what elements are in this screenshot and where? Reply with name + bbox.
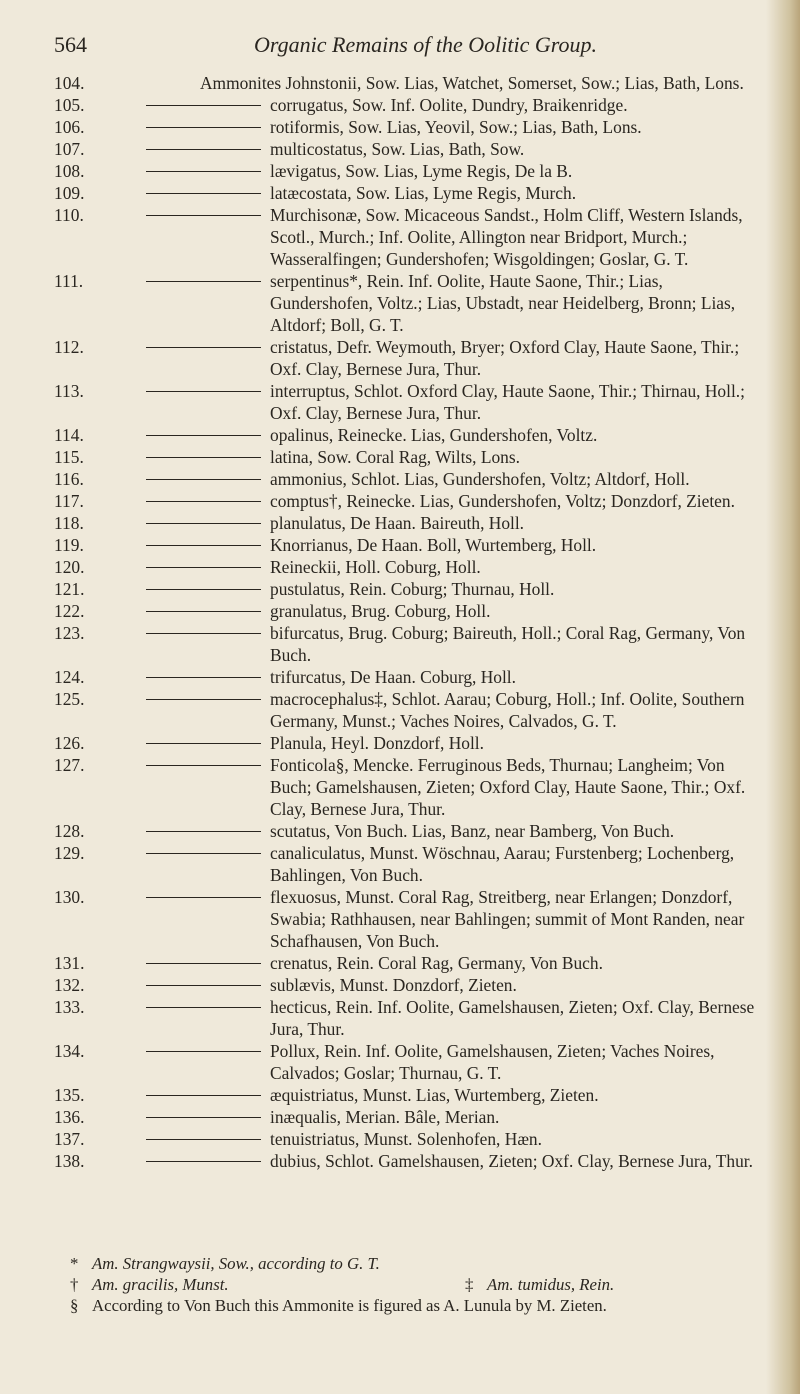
entry-text: Planula, Heyl. Donzdorf, Holl. bbox=[270, 733, 484, 753]
entry-number: 117. bbox=[54, 491, 84, 511]
entry-number: 118. bbox=[54, 513, 84, 533]
ditto-rule bbox=[146, 1117, 261, 1118]
entry-number: 124. bbox=[54, 667, 85, 687]
entry-text: corrugatus, Sow. Inf. Oolite, Dundry, Braikenridge. bbox=[270, 95, 628, 115]
entry-number: 109. bbox=[54, 183, 85, 203]
entry-text: æquistriatus, Munst. Lias, Wurtemberg, Zieten. bbox=[270, 1085, 599, 1105]
entry-text: dubius, Schlot. Gamelshausen, Zieten; Oxf. Clay, Bernese Jura, Thur. bbox=[270, 1151, 753, 1171]
entry-text: planulatus, De Haan. Baireuth, Holl. bbox=[270, 513, 525, 533]
entry-number: 106. bbox=[54, 117, 85, 137]
species-entry bbox=[0, 512, 780, 534]
footnote-section bbox=[70, 1295, 770, 1316]
entry-number: 120. bbox=[54, 557, 85, 577]
ditto-rule bbox=[146, 699, 261, 700]
species-entry bbox=[0, 996, 780, 1040]
entry-text: scutatus, Von Buch. Lias, Banz, near Bamberg, Von Buch. bbox=[270, 821, 675, 841]
entry-number: 131. bbox=[54, 953, 85, 973]
page-edge-shadow bbox=[766, 0, 800, 1394]
entry-number: 132. bbox=[54, 975, 85, 995]
entry-number: 123. bbox=[54, 623, 85, 643]
footnotes bbox=[70, 1253, 770, 1316]
ditto-rule bbox=[146, 589, 261, 590]
entry-text: Ammonites Johnstonii, Sow. Lias, Watchet, Somerset, Sow.; Lias, Bath, Lons. bbox=[200, 73, 744, 93]
species-entry bbox=[0, 974, 780, 996]
ditto-rule bbox=[146, 193, 261, 194]
ditto-rule bbox=[146, 435, 261, 436]
ditto-rule bbox=[146, 1161, 261, 1162]
ditto-rule bbox=[146, 523, 261, 524]
species-entry bbox=[0, 556, 780, 578]
entry-text: Knorrianus, De Haan. Boll, Wurtemberg, Holl. bbox=[270, 535, 597, 555]
ditto-rule bbox=[146, 127, 261, 128]
species-entry bbox=[0, 1040, 780, 1084]
entry-text: serpentinus*, Rein. Inf. Oolite, Haute Saone, Thir.; Lias, Gundershofen, Voltz.; Lias, Ubstadt, near Heidelberg, Bronn; Lias, Altdorf; Boll, G. T. bbox=[270, 271, 736, 335]
entry-text: cristatus, Defr. Weymouth, Bryer; Oxford Clay, Haute Saone, Thir.; Oxf. Clay, Bernese Jura, Thur. bbox=[270, 337, 740, 379]
ditto-rule bbox=[146, 633, 261, 634]
entry-number: 119. bbox=[54, 535, 84, 555]
ditto-rule bbox=[146, 501, 261, 502]
footnote-ddagger bbox=[465, 1274, 614, 1295]
entry-text: latina, Sow. Coral Rag, Wilts, Lons. bbox=[270, 447, 520, 467]
entry-text: rotiformis, Sow. Lias, Yeovil, Sow.; Lias, Bath, Lons. bbox=[270, 117, 642, 137]
ditto-rule bbox=[146, 853, 261, 854]
species-entry bbox=[0, 468, 780, 490]
entry-number: 127. bbox=[54, 755, 85, 775]
species-entry bbox=[0, 578, 780, 600]
entry-text: Pollux, Rein. Inf. Oolite, Gamelshausen, Zieten; Vaches Noires, Calvados; Goslar; Thurnau, G. T. bbox=[270, 1041, 715, 1083]
ditto-rule bbox=[146, 215, 261, 216]
entry-number: 113. bbox=[54, 381, 84, 401]
entry-number: 121. bbox=[54, 579, 85, 599]
species-entry bbox=[0, 666, 780, 688]
entry-text: Reineckii, Holl. Coburg, Holl. bbox=[270, 557, 481, 577]
entry-text: flexuosus, Munst. Coral Rag, Streitberg, near Erlangen; Donzdorf, Swabia; Rathhausen, near Bahlingen; summit of Mont Randen, near Schafhausen, Von Buch. bbox=[270, 887, 745, 951]
footnote-mark: ‡ bbox=[465, 1275, 474, 1294]
footnote-mark: † bbox=[70, 1275, 79, 1294]
entry-text: lævigatus, Sow. Lias, Lyme Regis, De la B. bbox=[270, 161, 573, 181]
entry-text: trifurcatus, De Haan. Coburg, Holl. bbox=[270, 667, 516, 687]
entry-number: 105. bbox=[54, 95, 85, 115]
ditto-rule bbox=[146, 545, 261, 546]
entry-number: 133. bbox=[54, 997, 85, 1017]
species-entry bbox=[0, 754, 780, 820]
footnote-text: Am. tumidus, Rein. bbox=[487, 1275, 615, 1294]
species-entry bbox=[0, 424, 780, 446]
species-entry bbox=[0, 204, 780, 270]
entry-text: opalinus, Reinecke. Lias, Gundershofen, Voltz. bbox=[270, 425, 598, 445]
footnote-mark: § bbox=[70, 1296, 79, 1315]
species-entry bbox=[0, 94, 780, 116]
ditto-rule bbox=[146, 171, 261, 172]
species-entry bbox=[0, 446, 780, 468]
ditto-rule bbox=[146, 391, 261, 392]
ditto-rule bbox=[146, 457, 261, 458]
ditto-rule bbox=[146, 105, 261, 106]
ditto-rule bbox=[146, 149, 261, 150]
entry-text: granulatus, Brug. Coburg, Holl. bbox=[270, 601, 491, 621]
species-entry bbox=[0, 732, 780, 754]
species-list bbox=[0, 72, 780, 1172]
entry-number: 136. bbox=[54, 1107, 85, 1127]
entry-number: 112. bbox=[54, 337, 84, 357]
ditto-rule bbox=[146, 765, 261, 766]
species-entry bbox=[0, 490, 780, 512]
ditto-rule bbox=[146, 897, 261, 898]
footnote-dagger bbox=[70, 1274, 770, 1295]
entry-number: 114. bbox=[54, 425, 84, 445]
species-entry bbox=[0, 842, 780, 886]
entry-text: comptus†, Reinecke. Lias, Gundershofen, Voltz; Donzdorf, Zieten. bbox=[270, 491, 735, 511]
entry-number: 115. bbox=[54, 447, 84, 467]
entry-text: multicostatus, Sow. Lias, Bath, Sow. bbox=[270, 139, 525, 159]
entry-text: interruptus, Schlot. Oxford Clay, Haute Saone, Thir.; Thirnau, Holl.; Oxf. Clay, Bernese Jura, Thur. bbox=[270, 381, 745, 423]
entry-number: 122. bbox=[54, 601, 85, 621]
entry-text: Fonticola§, Mencke. Ferruginous Beds, Thurnau; Langheim; Von Buch; Gamelshausen, Zieten; Oxford Clay, Haute Saone, Thir.; Oxf. Clay, Bernese Jura, Thur. bbox=[270, 755, 746, 819]
ditto-rule bbox=[146, 611, 261, 612]
entry-text: ammonius, Schlot. Lias, Gundershofen, Voltz; Altdorf, Holl. bbox=[270, 469, 690, 489]
entry-number: 108. bbox=[54, 161, 85, 181]
ditto-rule bbox=[146, 1051, 261, 1052]
species-entry bbox=[0, 688, 780, 732]
entry-text: inæqualis, Merian. Bâle, Merian. bbox=[270, 1107, 500, 1127]
ditto-rule bbox=[146, 743, 261, 744]
species-entry bbox=[0, 1150, 780, 1172]
species-entry bbox=[0, 336, 780, 380]
footnote-mark: * bbox=[70, 1254, 79, 1273]
species-entry bbox=[0, 622, 780, 666]
entry-number: 128. bbox=[54, 821, 85, 841]
entry-text: sublævis, Munst. Donzdorf, Zieten. bbox=[270, 975, 517, 995]
entry-number: 135. bbox=[54, 1085, 85, 1105]
entry-number: 129. bbox=[54, 843, 85, 863]
entry-number: 116. bbox=[54, 469, 84, 489]
footnote-star bbox=[70, 1253, 770, 1274]
entry-text: crenatus, Rein. Coral Rag, Germany, Von Buch. bbox=[270, 953, 603, 973]
entry-number: 107. bbox=[54, 139, 85, 159]
ditto-rule bbox=[146, 677, 261, 678]
footnote-row bbox=[70, 1274, 770, 1295]
ditto-rule bbox=[146, 1007, 261, 1008]
entry-text: canaliculatus, Munst. Wöschnau, Aarau; Furstenberg; Lochenberg, Bahlingen, Von Buch. bbox=[270, 843, 735, 885]
species-entry bbox=[0, 160, 780, 182]
footnote-text: According to Von Buch this Ammonite is figured as A. Lunula by M. Zieten. bbox=[92, 1296, 607, 1315]
ditto-rule bbox=[146, 281, 261, 282]
species-entry bbox=[0, 270, 780, 336]
ditto-rule bbox=[146, 347, 261, 348]
species-entry bbox=[0, 138, 780, 160]
entry-text: hecticus, Rein. Inf. Oolite, Gamelshausen, Zieten; Oxf. Clay, Bernese Jura, Thur. bbox=[270, 997, 755, 1039]
page-header bbox=[54, 32, 754, 62]
species-entry bbox=[0, 1128, 780, 1150]
entry-number: 110. bbox=[54, 205, 84, 225]
species-entry bbox=[0, 116, 780, 138]
ditto-rule bbox=[146, 831, 261, 832]
species-entry bbox=[0, 952, 780, 974]
page-number: 564 bbox=[54, 32, 87, 57]
ditto-rule bbox=[146, 985, 261, 986]
ditto-rule bbox=[146, 963, 261, 964]
entry-text: Murchisonæ, Sow. Micaceous Sandst., Holm Cliff, Western Islands, Scotl., Murch.; Inf. Oolite, Allington near Bridport, Murch.; Wasseralfingen; Gundershofen; Wisgoldingen; Goslar, G. T. bbox=[270, 205, 743, 269]
species-entry bbox=[0, 534, 780, 556]
entry-number: 126. bbox=[54, 733, 85, 753]
entry-number: 125. bbox=[54, 689, 85, 709]
entry-text: bifurcatus, Brug. Coburg; Baireuth, Holl.; Coral Rag, Germany, Von Buch. bbox=[270, 623, 746, 665]
species-entry bbox=[0, 886, 780, 952]
entry-number: 134. bbox=[54, 1041, 85, 1061]
entry-text: tenuistriatus, Munst. Solenhofen, Hæn. bbox=[270, 1129, 542, 1149]
entry-number: 111. bbox=[54, 271, 84, 291]
entry-number: 130. bbox=[54, 887, 85, 907]
ditto-rule bbox=[146, 1139, 261, 1140]
entry-number: 104. bbox=[54, 73, 85, 93]
footnote-text: Am. Strangwaysii, Sow., according to G. T. bbox=[92, 1254, 380, 1273]
entry-number: 138. bbox=[54, 1151, 85, 1171]
species-entry bbox=[0, 600, 780, 622]
ditto-rule bbox=[146, 479, 261, 480]
ditto-rule bbox=[146, 567, 261, 568]
species-entry bbox=[0, 72, 780, 94]
species-entry bbox=[0, 820, 780, 842]
footnote-text: Am. gracilis, Munst. bbox=[92, 1275, 229, 1294]
species-entry bbox=[0, 1084, 780, 1106]
entry-text: pustulatus, Rein. Coburg; Thurnau, Holl. bbox=[270, 579, 555, 599]
species-entry bbox=[0, 1106, 780, 1128]
entry-number: 137. bbox=[54, 1129, 85, 1149]
species-entry bbox=[0, 380, 780, 424]
ditto-rule bbox=[146, 1095, 261, 1096]
running-title: Organic Remains of the Oolitic Group. bbox=[254, 32, 597, 57]
species-entry bbox=[0, 182, 780, 204]
entry-text: macrocephalus‡, Schlot. Aarau; Coburg, Holl.; Inf. Oolite, Southern Germany, Munst.; Vaches Noires, Calvados, G. T. bbox=[270, 689, 745, 731]
entry-text: latæcostata, Sow. Lias, Lyme Regis, Murch. bbox=[270, 183, 577, 203]
